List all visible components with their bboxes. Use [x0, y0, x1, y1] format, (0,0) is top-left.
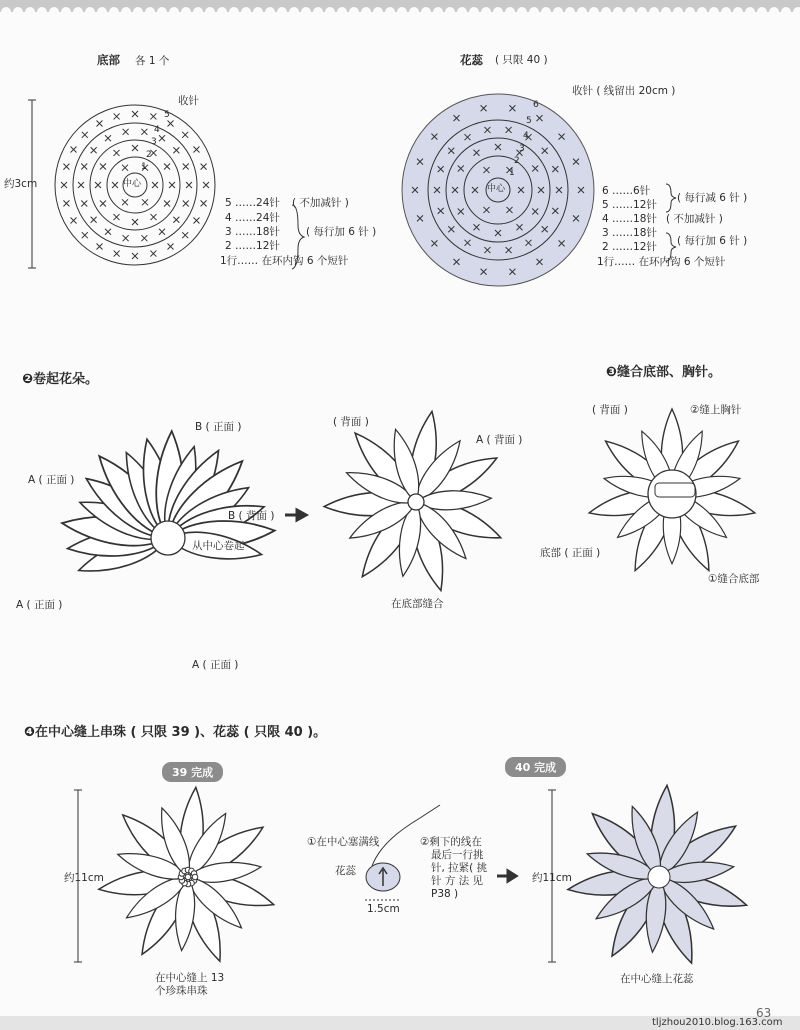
stitch-mark [112, 182, 118, 188]
stitch-mark [142, 199, 148, 205]
stitch-mark [152, 182, 158, 188]
stitch-mark [61, 182, 67, 188]
label-dim: 1.5cm [367, 903, 400, 915]
base-qty: 各 1 个 [135, 55, 170, 67]
base-num-5: 5 [164, 110, 170, 120]
label-sew-base: 在底部缝合 [391, 598, 444, 610]
stitch-mark [150, 251, 156, 257]
stitch-mark [159, 135, 165, 141]
badge-39-done: 39 完成 [162, 762, 223, 782]
base-inc-note: ( 每行加 6 针 ) [306, 226, 377, 238]
stitch-mark [141, 129, 147, 135]
stitch-mark [114, 214, 120, 220]
base-num-4: 4 [154, 125, 160, 135]
label-b-back: B ( 背面 ) [228, 510, 275, 522]
label-pull-1: ②剩下的线在 [420, 836, 482, 848]
base-row4: 4 ……24针 [225, 212, 280, 224]
label-sew-stamen: 在中心缝上花蕊 [620, 973, 694, 985]
roll-center [151, 521, 185, 555]
stamen-num-2: 2 [514, 156, 520, 166]
stitch-mark [114, 150, 120, 156]
stitch-mark [91, 217, 97, 223]
stamen-row4-note: ( 不加减针 ) [666, 213, 723, 225]
stitch-mark [123, 235, 129, 241]
base-num-3: 3 [151, 137, 157, 147]
pearl-bead [185, 874, 191, 880]
size-40: 约11cm [532, 872, 572, 884]
stitch-mark [105, 135, 111, 141]
stitch-mark [151, 214, 157, 220]
stitch-mark [82, 232, 88, 238]
stamen-row2: 2 ……12针 [602, 241, 657, 253]
stitch-mark [132, 111, 138, 117]
label-back-3: ( 背面 ) [592, 404, 628, 416]
stitch-mark [71, 147, 77, 153]
stitch-mark [201, 200, 207, 206]
stitch-mark [168, 121, 174, 127]
stitch-mark [97, 243, 103, 249]
size-39: 约11cm [64, 872, 104, 884]
label-b-front: B ( 正面 ) [195, 421, 242, 433]
stamen-row4: 4 ……18针 [602, 213, 657, 225]
stitch-mark [183, 200, 189, 206]
label-pull-2: 最后一行挑 [431, 849, 484, 861]
label-beads-2: 个珍珠串珠 [155, 985, 208, 997]
blog-watermark: tljzhou2010.blog.163.com [652, 1017, 783, 1028]
base-row5-note: ( 不加减针 ) [292, 197, 349, 209]
stitch-mark [159, 229, 165, 235]
stamen-num-6: 6 [533, 100, 539, 110]
arrow-2 [497, 871, 516, 881]
flower-base-brooch [587, 409, 757, 575]
pearl-bead [192, 874, 198, 880]
stitch-mark [78, 182, 84, 188]
base-num-2: 2 [146, 150, 152, 160]
stamen-center: 中心 [487, 184, 506, 194]
stamen-row6: 6 ……6针 [602, 185, 651, 197]
stitch-mark [100, 164, 106, 170]
stitch-mark [132, 145, 138, 151]
step4-title: ❹在中心缝上串珠 ( 只限 39 )、花蕊 ( 只限 40 )。 [24, 725, 327, 740]
stitch-mark [100, 201, 106, 207]
stamen-title: 花蕊 [460, 53, 483, 67]
stitch-mark [97, 121, 103, 127]
center-knot [408, 494, 424, 510]
stitch-mark [173, 147, 179, 153]
stitch-mark [150, 113, 156, 119]
base-num-1: 1 [141, 162, 147, 172]
stitch-mark [81, 164, 87, 170]
stamen-row3: 3 ……18针 [602, 227, 657, 239]
stitch-mark [141, 235, 147, 241]
stitch-mark [122, 199, 128, 205]
stamen-dec-note: ( 每行减 6 针 ) [677, 192, 748, 204]
label-a-front-3: A ( 正面 ) [192, 659, 239, 671]
stitch-mark [203, 182, 209, 188]
stitch-mark [91, 147, 97, 153]
label-roll-center: 从中心卷起 [192, 540, 245, 552]
label-sew-bottom: ①缝合底部 [708, 573, 760, 585]
step2-title: ❷卷起花朵。 [22, 372, 99, 387]
label-back-2: ( 背面 ) [333, 416, 369, 428]
label-pull-3: 针, 拉紧( 挑 [431, 862, 488, 874]
page-number: 63 [756, 1006, 772, 1020]
stitch-mark [168, 243, 174, 249]
label-a-front-2: A ( 正面 ) [16, 599, 63, 611]
base-row5: 5 ……24针 [225, 197, 280, 209]
stitch-mark [132, 253, 138, 259]
base-size: 约3cm [4, 178, 38, 190]
label-base-front: 底部 ( 正面 ) [540, 547, 601, 559]
label-beads-1: 在中心缝上 13 [155, 972, 225, 984]
flower-40 [566, 784, 750, 967]
stamen-num-3: 3 [519, 144, 525, 154]
arrow-1 [285, 510, 306, 520]
stitch-mark [169, 182, 175, 188]
stamen-only: ( 只限 40 ) [495, 54, 548, 66]
stamen-num-1: 1 [509, 168, 515, 178]
stamen-num-5: 5 [526, 116, 532, 126]
stitch-mark [183, 164, 189, 170]
stamen-ball [365, 805, 440, 900]
label-fill-thread: ①在中心塞满线 [307, 836, 380, 848]
stitch-mark [164, 201, 170, 207]
stamen-num-4: 4 [523, 131, 529, 141]
step3-title: ❸缝合底部、胸针。 [606, 365, 722, 380]
base-row2: 2 ……12针 [225, 240, 280, 252]
stitch-mark [82, 132, 88, 138]
label-pull-4: 针 方 法 见 [431, 875, 484, 887]
stamen-row5: 5 ……12针 [602, 199, 657, 211]
label-sew-pin: ②缝上胸针 [690, 404, 742, 416]
stitch-mark [71, 218, 77, 224]
stitch-mark [132, 219, 138, 225]
stitch-mark [182, 232, 188, 238]
stitch-mark [193, 218, 199, 224]
stitch-mark [105, 229, 111, 235]
stamen-row1: 1行…… 在环内钩 6 个短针 [597, 256, 726, 268]
stitch-mark [186, 182, 192, 188]
stitch-mark [95, 182, 101, 188]
stitch-mark [173, 217, 179, 223]
stitch-mark [182, 132, 188, 138]
badge-40-done: 40 完成 [505, 757, 566, 777]
label-a-back: A ( 背面 ) [476, 434, 523, 446]
label-pull-5: P38 ) [431, 888, 459, 900]
label-a-front-1: A ( 正面 ) [28, 474, 75, 486]
stitch-mark [201, 164, 207, 170]
base-row3: 3 ……18针 [225, 226, 280, 238]
stitch-mark [164, 164, 170, 170]
stitch-mark [123, 129, 129, 135]
stitch-mark [81, 200, 87, 206]
stitch-mark [122, 165, 128, 171]
base-row1: 1行…… 在环内钩 6 个短针 [220, 255, 349, 267]
rolling-flower [60, 431, 275, 582]
stitch-mark [114, 113, 120, 119]
stamen-end-label: 收针 ( 线留出 20cm ) [572, 85, 676, 97]
stitch-mark [63, 164, 69, 170]
stitch-mark [193, 147, 199, 153]
stamen-center [648, 866, 670, 888]
base-end-label: 收针 [178, 95, 199, 107]
base-center: 中心 [123, 179, 142, 189]
stamen-inc-note: ( 每行加 6 针 ) [677, 235, 748, 247]
base-title: 底部 [97, 53, 120, 67]
label-stamen: 花蕊 [335, 865, 356, 877]
stitch-mark [63, 200, 69, 206]
stitch-mark [114, 251, 120, 257]
